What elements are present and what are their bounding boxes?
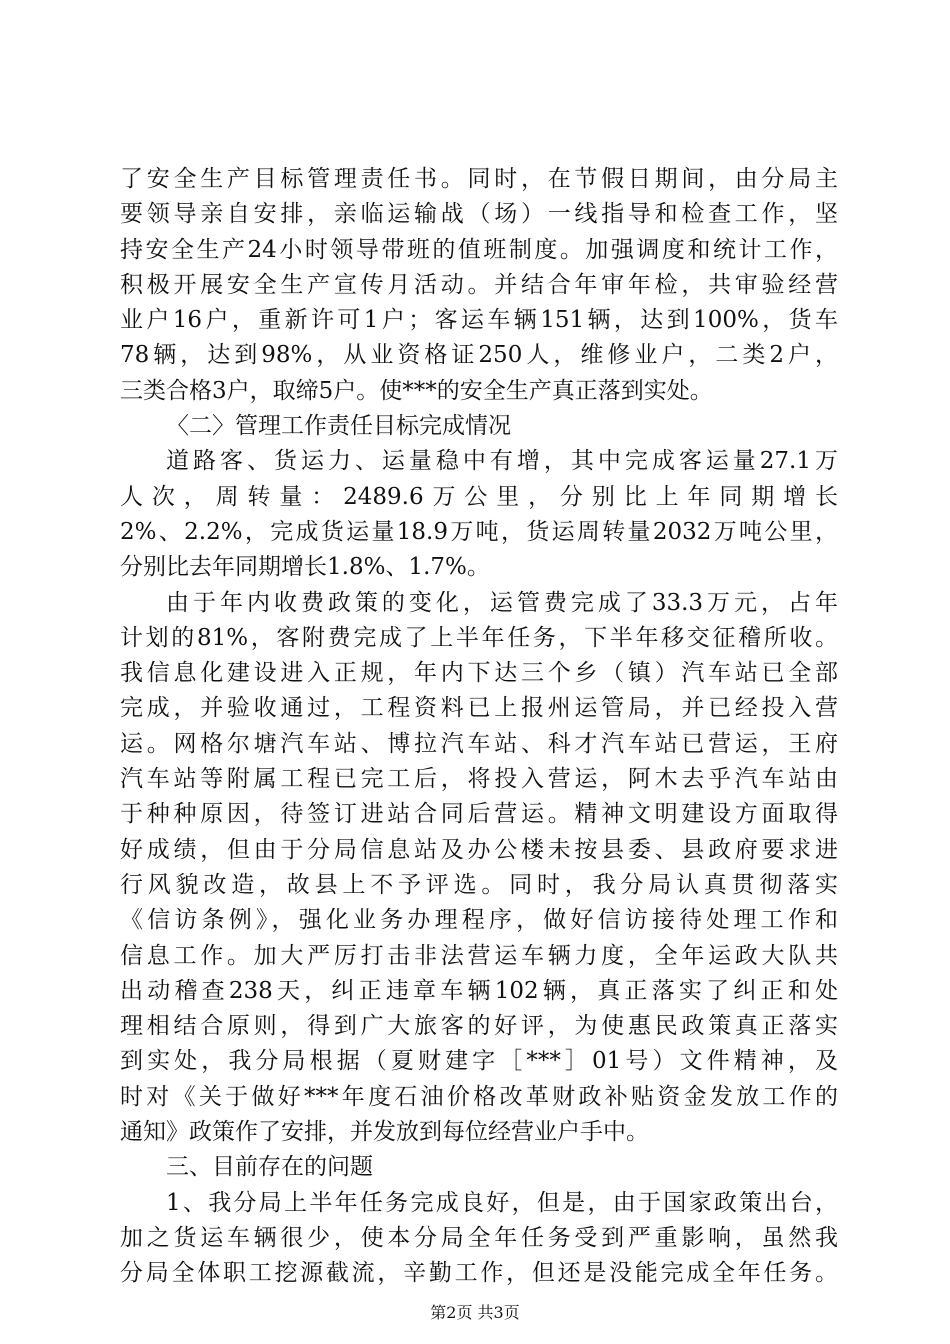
paragraph-line: 出动稽查238天，纠正违章车辆102辆，真正落实了纠正和处 <box>120 977 838 1004</box>
paragraph-line: 分局全体职工挖源截流，辛勤工作，但还是没能完成全年任务。 <box>120 1260 838 1287</box>
paragraph-line: 《信访条例》，强化业务办理程序，做好信访接待处理工作和 <box>120 907 838 934</box>
paragraph-line: 三类合格3户，取缔5户。使***的安全生产真正落到实处。 <box>120 377 713 404</box>
section-heading: 〈二〉管理工作责任目标完成情况 <box>166 413 511 440</box>
paragraph-line: 78辆，达到98%，从业资格证250人，维修业户，二类2户， <box>120 342 838 369</box>
paragraph-line: 完成，并验收通过，工程资料已上报州运管局，并已经投入营 <box>120 695 838 722</box>
paragraph-line: 行风貌改造，故县上不予评选。同时，我分局认真贯彻落实 <box>120 871 838 898</box>
paragraph-line: 由于年内收费政策的变化，运管费完成了33.3万元，占年 <box>166 589 838 616</box>
paragraph-line: 运。网格尔塘汽车站、博拉汽车站、科才汽车站已营运，王府 <box>120 730 838 757</box>
paragraph-line: 要领导亲自安排，亲临运输战（场）一线指导和检查工作，坚 <box>120 201 838 228</box>
paragraph-line: 信息工作。加大严厉打击非法营运车辆力度，全年运政大队共 <box>120 942 838 969</box>
paragraph-line: 道路客、货运力、运量稳中有增，其中完成客运量27.1万 <box>166 448 838 475</box>
paragraph-line: 于种种原因，待签订进站合同后营运。精神文明建设方面取得 <box>120 801 838 828</box>
paragraph-line: 我信息化建设进入正规，年内下达三个乡（镇）汽车站已全部 <box>120 660 838 687</box>
paragraph-line: 通知》政策作了安排，并发放到每位经营业户手中。 <box>120 1119 649 1146</box>
page-number-footer: 第2页 共3页 <box>430 1303 520 1322</box>
paragraph-line: 业户16户，重新许可1户；客运车辆151辆，达到100%，货车 <box>120 307 838 334</box>
paragraph-line: 持安全生产24小时领导带班的值班制度。加强调度和统计工作， <box>120 236 838 263</box>
paragraph-line: 汽车站等附属工程已完工后，将投入营运，阿木去乎汽车站由 <box>120 766 838 793</box>
paragraph-line: 积极开展安全生产宣传月活动。并结合年审年检，共审验经营 <box>120 271 838 298</box>
paragraph-line: 1、我分局上半年任务完成良好，但是，由于国家政策出台， <box>166 1189 838 1216</box>
paragraph-line: 理相结合原则，得到广大旅客的好评，为使惠民政策真正落实 <box>120 1013 838 1040</box>
section-heading: 三、目前存在的问题 <box>166 1154 373 1181</box>
paragraph-line: 计划的81%，客附费完成了上半年任务，下半年移交征稽所收。 <box>120 624 838 651</box>
paragraph-line: 2%、2.2%，完成货运量18.9万吨，货运周转量2032万吨公里， <box>120 518 838 545</box>
paragraph-line: 加之货运车辆很少，使本分局全年任务受到严重影响，虽然我 <box>120 1224 838 1251</box>
document-body <box>120 162 838 1292</box>
paragraph-line: 分别比去年同期增长1.8%、1.7%。 <box>120 554 490 581</box>
paragraph-line: 了安全生产目标管理责任书。同时，在节假日期间，由分局主 <box>120 166 838 192</box>
paragraph-line: 人次，周转量：2489.6万公里，分别比上年同期增长 <box>120 483 838 510</box>
paragraph-line: 时对《关于做好***年度石油价格改革财政补贴资金发放工作的 <box>120 1083 838 1110</box>
paragraph-line: 到实处，我分局根据（夏财建字［***］01号）文件精神，及 <box>120 1048 838 1075</box>
paragraph-line: 好成绩，但由于分局信息站及办公楼未按县委、县政府要求进 <box>120 836 838 863</box>
